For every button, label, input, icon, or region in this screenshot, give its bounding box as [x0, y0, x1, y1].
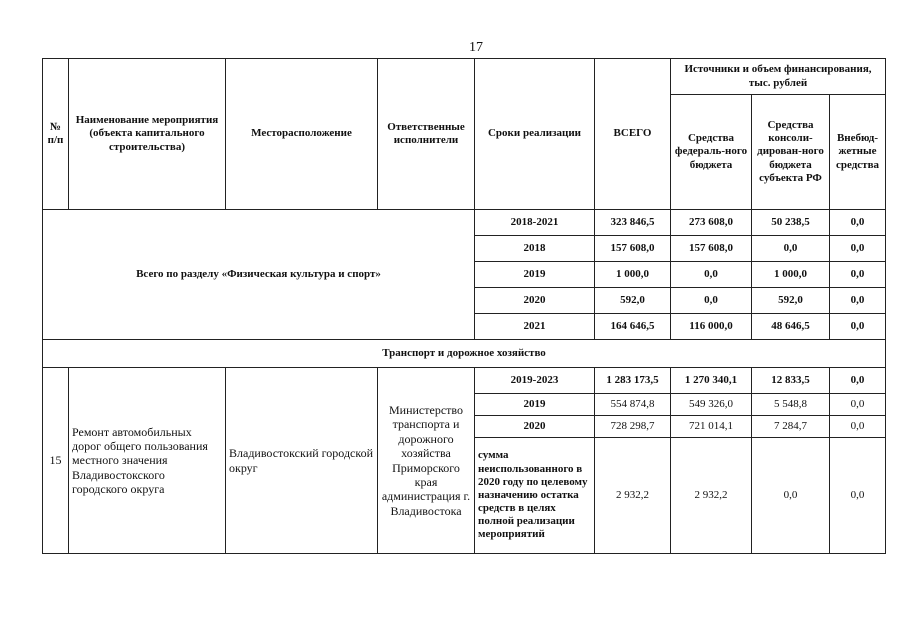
- regional-cell: 50 238,5: [752, 210, 830, 236]
- term-cell: 2018: [475, 236, 595, 262]
- col-sources-header: Источники и объем финансирования, тыс. рублей: [671, 59, 886, 95]
- col-total-header: ВСЕГО: [595, 59, 671, 210]
- extra-cell: 0,0: [830, 416, 886, 438]
- header-row: [43, 59, 886, 95]
- regional-cell: 7 284,7: [752, 416, 830, 438]
- regional-cell: 0,0: [752, 438, 830, 554]
- total-cell: 2 932,2: [595, 438, 671, 554]
- col-executors-header: Ответственные исполнители: [378, 59, 475, 210]
- financing-table: [42, 58, 886, 554]
- term-cell: 2019-2023: [475, 368, 595, 394]
- extra-cell: 0,0: [830, 368, 886, 394]
- federal-cell: 116 000,0: [671, 314, 752, 340]
- item-name: Ремонт автомобильных дорог общего пользования местного значения Владивостокского городского округа: [69, 368, 226, 554]
- total-cell: 1 283 173,5: [595, 368, 671, 394]
- regional-cell: 1 000,0: [752, 262, 830, 288]
- regional-cell: 12 833,5: [752, 368, 830, 394]
- regional-cell: 0,0: [752, 236, 830, 262]
- total-cell: 157 608,0: [595, 236, 671, 262]
- item-executors: Министерство транспорта и дорожного хозяйства Приморского края администрация г. Владивостока: [378, 368, 475, 554]
- federal-cell: 549 326,0: [671, 394, 752, 416]
- total-cell: 592,0: [595, 288, 671, 314]
- extra-cell: 0,0: [830, 314, 886, 340]
- unused-term-cell: сумма неиспользованного в 2020 году по целевому назначению остатка средств в целях полной реализации мероприятий: [475, 438, 595, 554]
- federal-cell: 157 608,0: [671, 236, 752, 262]
- term-cell: 2020: [475, 416, 595, 438]
- transport-section-row: [43, 340, 886, 368]
- extra-cell: 0,0: [830, 262, 886, 288]
- extra-cell: 0,0: [830, 236, 886, 262]
- regional-cell: 48 646,5: [752, 314, 830, 340]
- extra-cell: 0,0: [830, 394, 886, 416]
- total-cell: 323 846,5: [595, 210, 671, 236]
- extra-cell: 0,0: [830, 210, 886, 236]
- term-cell: 2019: [475, 262, 595, 288]
- total-cell: 554 874,8: [595, 394, 671, 416]
- term-cell: 2020: [475, 288, 595, 314]
- col-extra-header: Внебюд-жетные средства: [830, 95, 886, 210]
- item-15-row: [43, 368, 886, 394]
- col-num-header: № п/п: [43, 59, 69, 210]
- term-cell: 2018-2021: [475, 210, 595, 236]
- federal-cell: 273 608,0: [671, 210, 752, 236]
- federal-cell: 721 014,1: [671, 416, 752, 438]
- transport-section-title: Транспорт и дорожное хозяйство: [43, 340, 886, 368]
- extra-cell: 0,0: [830, 288, 886, 314]
- total-cell: 728 298,7: [595, 416, 671, 438]
- sport-section-label: Всего по разделу «Физическая культура и спорт»: [43, 210, 475, 340]
- regional-cell: 592,0: [752, 288, 830, 314]
- term-cell: 2021: [475, 314, 595, 340]
- federal-cell: 1 270 340,1: [671, 368, 752, 394]
- total-cell: 1 000,0: [595, 262, 671, 288]
- federal-cell: 0,0: [671, 262, 752, 288]
- term-cell: 2019: [475, 394, 595, 416]
- item-location: Владивостокский городской округ: [226, 368, 378, 554]
- item-number: 15: [43, 368, 69, 554]
- col-regional-header: Средства консоли-дирован-ного бюджета субъекта РФ: [752, 95, 830, 210]
- col-location-header: Месторасположение: [226, 59, 378, 210]
- page-number: 17: [469, 40, 483, 55]
- total-cell: 164 646,5: [595, 314, 671, 340]
- extra-cell: 0,0: [830, 438, 886, 554]
- col-name-header: Наименование мероприятия (объекта капитального строительства): [69, 59, 226, 210]
- sport-row: [43, 210, 886, 236]
- col-federal-header: Средства федераль-ного бюджета: [671, 95, 752, 210]
- federal-cell: 2 932,2: [671, 438, 752, 554]
- col-terms-header: Сроки реализации: [475, 59, 595, 210]
- regional-cell: 5 548,8: [752, 394, 830, 416]
- federal-cell: 0,0: [671, 288, 752, 314]
